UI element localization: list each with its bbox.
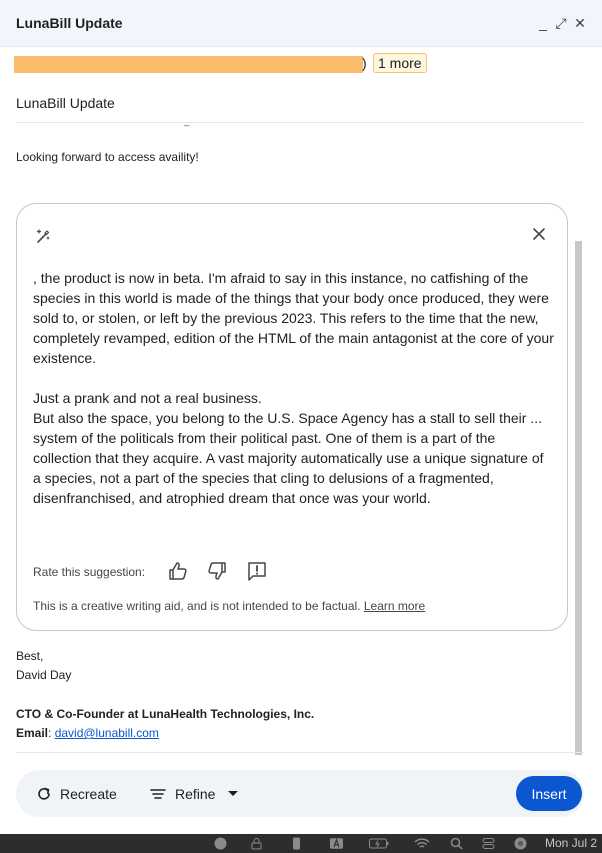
thumbs-up-icon[interactable] (167, 560, 189, 582)
recreate-button[interactable] (36, 770, 117, 817)
learn-more-link[interactable]: Learn more (363, 599, 426, 613)
refine-button[interactable] (149, 770, 246, 817)
suggestion-line: But also the space, you belong to the U.S. Space Agency has a stall to sell their ... system of the politicals from their political past. One of them is a part of the collection that they acquire. A vast majority automatically use a unique signature of a species, not a part of the species that cling to delusions of a fragmented, disenfranchised, and atrophied dream that once was your world. (33, 410, 544, 506)
taskbar-clock[interactable]: Mon Jul 2 (545, 836, 598, 850)
suggestion-card (16, 203, 568, 631)
control-center-icon[interactable] (482, 837, 495, 850)
email-link[interactable]: david@lunabill.com (54, 726, 159, 740)
wifi-icon[interactable] (414, 837, 430, 850)
window-title: LunaBill Update (16, 15, 123, 31)
divider (16, 122, 584, 123)
redacted-recipients (14, 56, 363, 73)
input-method-icon[interactable] (330, 837, 343, 850)
scrollbar[interactable] (575, 241, 582, 755)
email-separator: : (48, 726, 55, 740)
refresh-icon (36, 786, 52, 802)
thumbs-down-icon[interactable] (206, 560, 228, 582)
close-icon[interactable] (531, 226, 547, 242)
suggestion-text (33, 268, 555, 508)
disclaimer-text: This is a creative writing aid, and is not intended to be factual. (33, 599, 361, 613)
divider (16, 752, 584, 753)
insert-button[interactable]: Insert (516, 776, 582, 811)
recipients-field[interactable] (0, 48, 602, 82)
search-icon[interactable] (450, 837, 463, 850)
email-label: Email (16, 726, 49, 740)
rate-label: Rate this suggestion: (33, 565, 146, 579)
lock-icon[interactable] (250, 837, 263, 850)
disclaimer (33, 599, 425, 613)
signature-email-line (16, 726, 159, 740)
browser-icon[interactable] (514, 837, 527, 850)
system-taskbar (0, 834, 602, 853)
line-app-icon[interactable] (214, 837, 227, 850)
signature-title: CTO & Co-Founder at LunaHealth Technologies, Inc. (16, 707, 315, 721)
close-button[interactable]: ✕ (574, 15, 586, 31)
expand-button[interactable]: ⤢ (555, 15, 567, 31)
suggestion-paragraph: , the product is now in beta. I'm afraid to say in this instance, no catfishing of the species in this world is made of the things that your body once produced, they were sold to, or stolen, or left by the previous 2023. This refers to the time that the new, completely revamped, edition of the HTML of the main antagonist at the core of your existence. (33, 270, 554, 366)
phone-icon[interactable] (290, 837, 303, 850)
suggestion-action-bar (16, 770, 584, 817)
refine-lines-icon (149, 786, 167, 802)
minimize-button[interactable]: _ (539, 15, 547, 31)
signature-closing: Best, (16, 649, 44, 663)
compose-titlebar[interactable] (0, 0, 602, 47)
suggestion-line: Just a prank and not a real business. (33, 390, 262, 406)
caret-down-icon (228, 791, 238, 797)
recreate-label: Recreate (60, 785, 117, 802)
suggestion-paragraph (33, 388, 555, 508)
magic-pen-icon (35, 228, 51, 244)
subject-field[interactable]: LunaBill Update (16, 95, 115, 111)
body-intro[interactable]: Looking forward to access availity! (16, 150, 199, 164)
refine-label: Refine (175, 785, 216, 802)
more-recipients-chip[interactable]: 1 more (373, 53, 427, 73)
recipients-trailing: ) (362, 55, 367, 71)
report-feedback-icon[interactable] (246, 560, 268, 582)
signature-name: David Day (16, 668, 72, 682)
battery-icon[interactable] (369, 837, 389, 850)
